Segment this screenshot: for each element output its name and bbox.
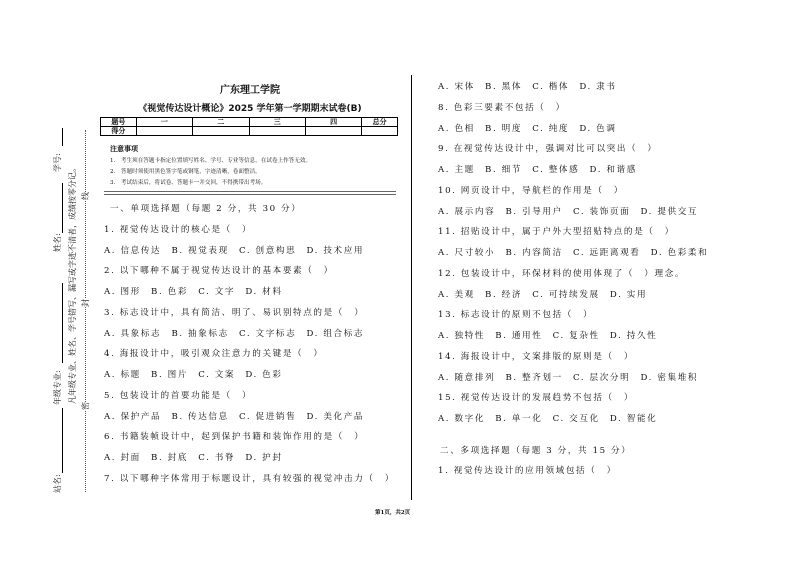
note-item: 3. 考试结束后，将试卷、答题卡一并交回，不得携带出考场。	[110, 180, 267, 186]
question-line: 15. 视觉传达设计的发展趋势不包括（ ）	[438, 393, 635, 404]
column-divider	[411, 75, 412, 500]
divider	[104, 191, 396, 195]
score-header: 三	[249, 118, 305, 127]
score-cell[interactable]	[249, 127, 305, 136]
question-line: 13. 标志设计的原则不包括（ ）	[438, 310, 594, 321]
score-header: 总分	[362, 118, 398, 127]
question-line: A. 宋体 B. 黑体 C. 楷体 D. 隶书	[438, 82, 617, 92]
question-line: A. 保护产品 B. 传达信息 C. 促进销售 D. 美化产品	[104, 411, 365, 422]
question-line: 1. 视觉传达设计的核心是（ ）	[104, 224, 253, 235]
exam-title: 《视觉传达设计概论》2025 学年第一学期期末试卷(B)	[138, 104, 362, 114]
blank-line	[62, 408, 63, 473]
question-line: 2. 以下哪种不属于视觉传达设计的基本要素（ ）	[104, 266, 334, 277]
score-cell[interactable]	[305, 127, 361, 136]
blank-line	[62, 283, 63, 363]
question-line: 5. 包装设计的首要功能是（ ）	[104, 390, 253, 401]
question-line: A. 独特性 B. 通用性 C. 复杂性 D. 持久性	[438, 331, 658, 341]
seal-char: 封	[81, 299, 90, 307]
question-line: A. 标题 B. 图片 C. 文案 D. 色彩	[104, 370, 283, 380]
score-cell[interactable]	[362, 127, 398, 136]
score-header: 题号	[101, 118, 137, 127]
question-line: A. 具象标志 B. 抽象标志 C. 文字标志 D. 组合标志	[104, 328, 365, 339]
question-line: A. 信息传达 B. 视觉表现 C. 创意构思 D. 技术应用	[104, 245, 365, 256]
notes-title: 注意事项	[110, 145, 138, 153]
question-line: A. 封面 B. 封底 C. 书脊 D. 护封	[104, 453, 283, 463]
question-line: 14. 海报设计中，文案排版的原则是（ ）	[438, 351, 635, 362]
question-line: A. 图形 B. 色彩 C. 文字 D. 材料	[104, 287, 283, 297]
section-2-title: 二、多项选择题（每题 3 分，共 15 分）	[440, 446, 632, 456]
name-label: 姓名:	[53, 233, 62, 252]
question-line: 7. 以下哪种字体常用于标题设计，具有较强的视觉冲击力（ ）	[104, 473, 395, 484]
question-line: 6. 书籍装帧设计中，起到保护书籍和装饰作用的是（ ）	[104, 432, 365, 443]
school-name: 广东理工学院	[220, 85, 280, 96]
score-table	[100, 117, 398, 136]
station-label: 站名:	[53, 474, 62, 493]
seal-dotted-line	[85, 130, 86, 492]
note-item: 1. 考生须在答题卡指定位置填写姓名、学号、专业等信息，在试卷上作答无效。	[110, 158, 312, 164]
question-line: A. 展示内容 B. 引导用户 C. 装饰页面 D. 提供交互	[438, 206, 699, 217]
major-label: 年级专业:	[53, 370, 62, 405]
question-line: 10. 网页设计中，导航栏的作用是（ ）	[438, 185, 624, 196]
question-line: A. 尺寸较小 B. 内容简洁 C. 远距离观看 D. 色彩柔和	[438, 248, 709, 258]
question-line: 4. 海报设计中，吸引观众注意力的关键是（ ）	[104, 349, 324, 360]
binding-warning: 凡年级专业、姓名、学号错写、漏写或字迹不清者，成绩按零分记。	[68, 164, 77, 404]
blank-line	[62, 128, 63, 146]
score-header: 一	[136, 118, 192, 127]
student-id-label: 学号:	[53, 153, 62, 172]
score-cell[interactable]	[136, 127, 192, 136]
question-line: 1. 视觉传达设计的应用领域包括（ ）	[438, 466, 617, 476]
note-item: 2. 答题时须使用黑色签字笔或钢笔，字迹清晰，卷面整洁。	[110, 169, 261, 175]
section-1-title: 一、单项选择题（每题 2 分，共 30 分）	[110, 204, 302, 214]
score-row-label: 得分	[101, 127, 137, 136]
question-line: 9. 在视觉传达设计中，强调对比可以突出（ ）	[438, 144, 658, 155]
question-line: 11. 招贴设计中，属于户外大型招贴特点的是（ ）	[438, 227, 675, 238]
question-line: 8. 色彩三要素不包括（ ）	[438, 102, 566, 113]
question-line: A. 色相 B. 明度 C. 纯度 D. 色调	[438, 123, 617, 134]
question-line: A. 美观 B. 经济 C. 可持续发展 D. 实用	[438, 289, 648, 300]
question-line: 12. 包装设计中，环保材料的使用体现了（ ）理念。	[438, 268, 686, 279]
score-cell[interactable]	[193, 127, 249, 136]
question-line: A. 主题 B. 细节 C. 整体感 D. 和谐感	[438, 165, 637, 175]
blank-line	[62, 183, 63, 233]
question-line: A. 数字化 B. 单一化 C. 交互化 D. 智能化	[438, 414, 658, 424]
question-line: 3. 标志设计中，具有简洁、明了、易识别特点的是（ ）	[104, 307, 365, 318]
score-header: 二	[193, 118, 249, 127]
seal-char: 密	[81, 402, 90, 410]
page-footer: 第1页，共2页	[375, 510, 411, 516]
score-header: 四	[305, 118, 361, 127]
question-line: A. 随意排列 B. 整齐划一 C. 层次分明 D. 密集堆积	[438, 372, 699, 383]
seal-char: 线	[81, 192, 90, 200]
